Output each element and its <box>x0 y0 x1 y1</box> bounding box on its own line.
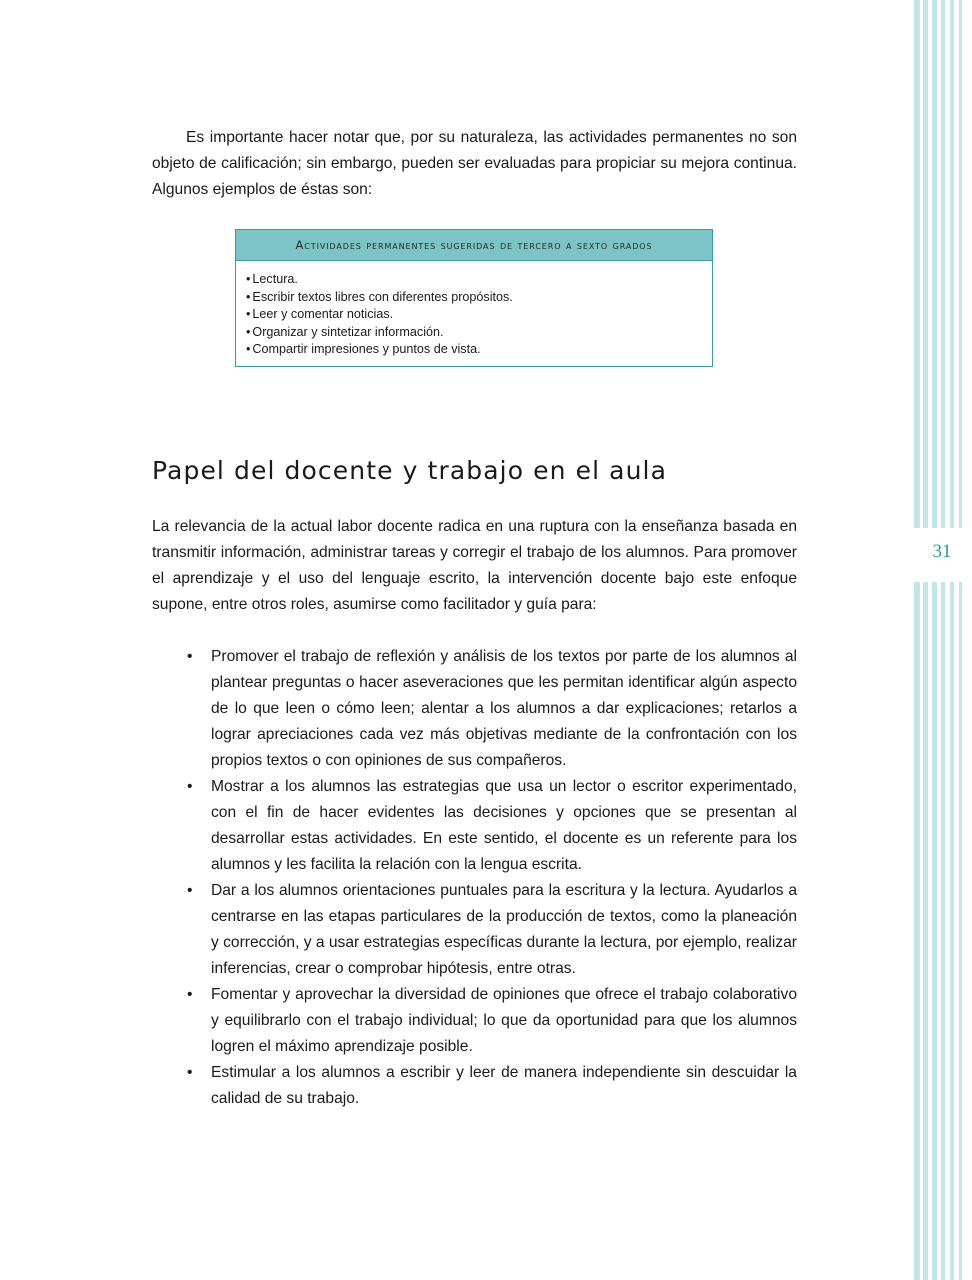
page-number: 31 <box>932 541 952 562</box>
bullet-item: • Dar a los alumnos orientaciones puntuales para la escritura y la lectura. Ayudarlos a centrarse en las etapas particulares de la producción de textos, como la planeación y corrección, y a usar estrategias específicas durante la lectura, por ejemplo, realizar inferencias, crear o comprobar hipótesis, entre otras. <box>211 878 797 982</box>
activities-box-title: Actividades permanentes sugeridas de tercero a sexto grados <box>236 230 712 261</box>
stripe <box>914 0 920 1280</box>
list-item: • Escribir textos libres con diferentes propósitos. <box>246 289 712 307</box>
section-heading: Papel del docente y trabajo en el aula <box>152 456 668 485</box>
role-bullet-list <box>211 644 797 1112</box>
bullet-item: • Fomentar y aprovechar la diversidad de opiniones que ofrece el trabajo colaborativo y equilibrarlo con el trabajo individual; lo que da oportunidad para que los alumnos logren el máximo aprendizaje posible. <box>211 982 797 1060</box>
bullet-item: • Mostrar a los alumnos las estrategias que usa un lector o escritor experimentado, con el fin de hacer evidentes las decisiones y opciones que se presentan al desarrollar estas actividades. En este sentido, el docente es un referente para los alumnos y les facilita la relación con la lengua escrita. <box>211 774 797 878</box>
stripe <box>950 0 954 1280</box>
bullet-item: • Promover el trabajo de reflexión y análisis de los textos por parte de los alumnos al plantear preguntas o hacer aseveraciones que les permitan identificar algún aspecto de lo que leen o cómo leen; alentar a los alumnos a dar explicaciones; retarlos a lograr apreciaciones cada vez más objetivas mediante de la confrontación con los propios textos o con opiniones de sus compañeros. <box>211 644 797 774</box>
list-item: • Lectura. <box>246 271 712 289</box>
intro-paragraph: Es importante hacer notar que, por su naturaleza, las actividades permanentes no son objeto de calificación; sin embargo, pueden ser evaluadas para propiciar su mejora continua. Algunos ejemplos de éstas son: <box>152 129 797 198</box>
activities-list <box>236 261 712 359</box>
stripe <box>941 0 945 1280</box>
list-item: • Organizar y sintetizar información. <box>246 324 712 342</box>
stripe <box>959 0 962 1280</box>
list-item: • Leer y comentar noticias. <box>246 306 712 324</box>
list-item: • Compartir impresiones y puntos de vista. <box>246 341 712 359</box>
stripe <box>932 0 937 1280</box>
decorative-side-stripes <box>912 0 972 1280</box>
bullet-item: • Estimular a los alumnos a escribir y leer de manera independiente sin descuidar la calidad de su trabajo. <box>211 1060 797 1112</box>
section-paragraph: La relevancia de la actual labor docente radica en una ruptura con la enseñanza basada en transmitir información, administrar tareas y corregir el trabajo de los alumnos. Para promover el aprendizaje y el uso del lenguaje escrito, la intervención docente bajo este enfoque supone, entre otros roles, asumirse como facilitador y guía para: <box>152 518 797 613</box>
stripe <box>923 0 928 1280</box>
activities-box <box>235 229 713 367</box>
